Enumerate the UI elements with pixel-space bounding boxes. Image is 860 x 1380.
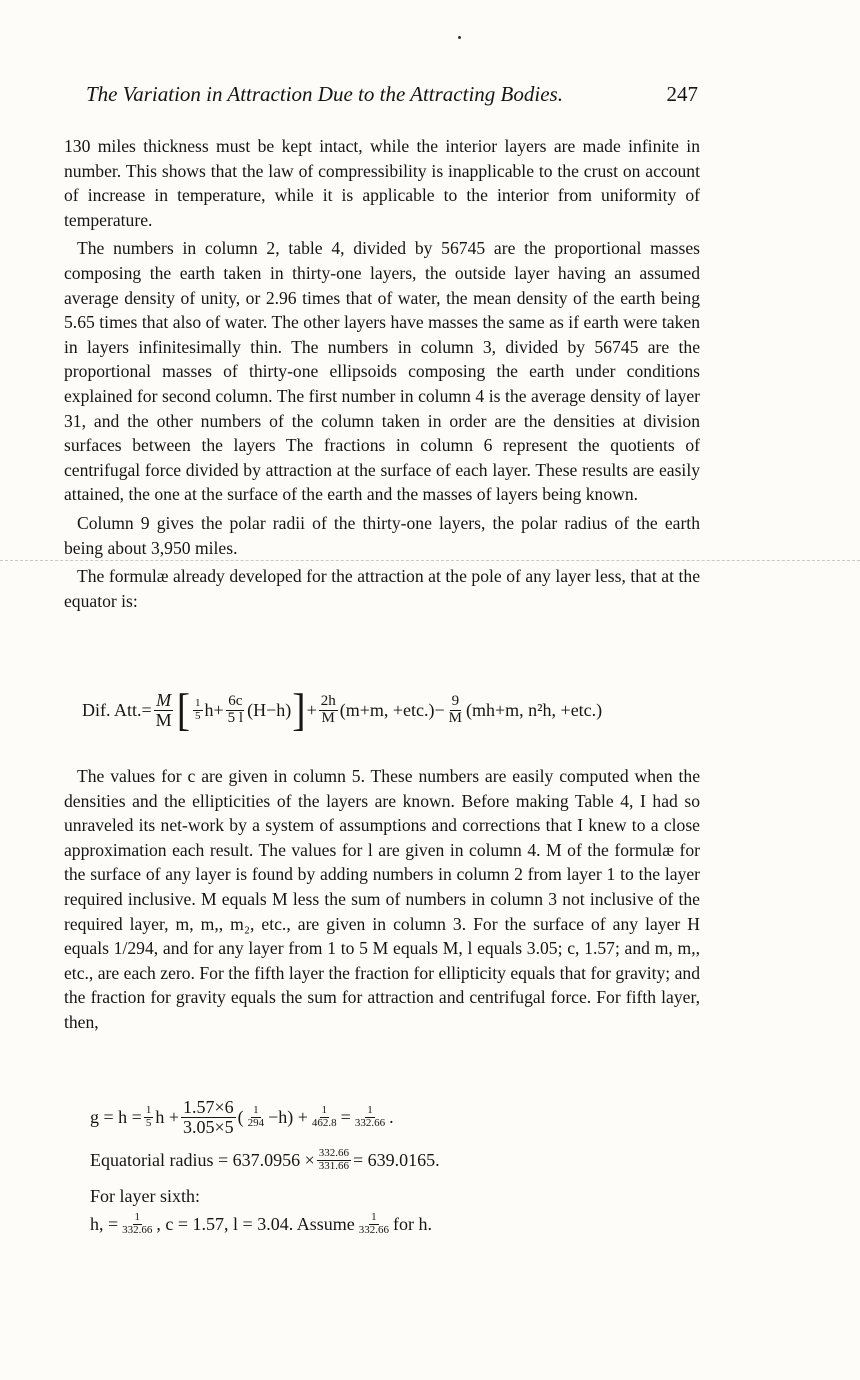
equatorial-radius-line xyxy=(90,1148,440,1172)
numerator: 1 xyxy=(253,1104,259,1117)
formula-H-minus-h: (H−h) xyxy=(247,699,292,720)
formula-lead: Dif. Att. xyxy=(82,699,142,720)
fraction-1-33266 xyxy=(120,1212,154,1236)
last-mid: , c = 1.57, l = 3.04. Assume xyxy=(156,1213,355,1234)
formula-eq: = xyxy=(141,699,152,720)
layer-sixth-line: For layer sixth: xyxy=(90,1186,200,1206)
denominator: 294 xyxy=(247,1116,265,1129)
denominator: 3.05×5 xyxy=(182,1116,234,1137)
formula-m-sum: (m+m, +etc.)− xyxy=(339,699,445,720)
last-tail: for h. xyxy=(392,1213,432,1234)
paragraph: 130 miles thickness must be kept intact, while the interior layers are made infinite in number. This shows that the law of compressibility is inapplicable to the crust on account of increase in temperature, while it is applicable to the interior from uniformity of temperature. xyxy=(64,136,700,230)
body-text-upper xyxy=(64,134,700,617)
numerator: 1 xyxy=(367,1104,373,1117)
equatorial-tail: = 639.0165. xyxy=(353,1149,440,1170)
fraction-1-33266-b xyxy=(357,1212,391,1236)
fraction-M-M xyxy=(154,691,174,730)
paragraph: Column 9 gives the polar radii of the thirty-one layers, the polar radius of the earth being about 3,950 miles. xyxy=(64,512,700,558)
running-title: The Variation in Attraction Due to the Attracting Bodies. xyxy=(86,82,563,106)
equatorial-lead: Equatorial radius = 637.0956 × xyxy=(90,1149,315,1170)
fraction-one-fifth xyxy=(144,1105,154,1129)
formula-close: −h) + xyxy=(268,1106,308,1127)
numerator: 1 xyxy=(134,1211,141,1223)
denominator: 332.66 xyxy=(122,1223,153,1236)
denominator: M xyxy=(155,709,172,730)
formula-dif-att xyxy=(82,683,603,736)
paragraph: The formulæ already developed for the attraction at the pole of any layer less, that at the equator is: xyxy=(64,566,700,611)
numerator: 6c xyxy=(228,692,243,709)
formula-g-h xyxy=(90,1098,394,1137)
body-text-lower xyxy=(64,764,700,1039)
fraction-6c-5l xyxy=(226,694,245,727)
page-number: 247 xyxy=(666,82,698,106)
fraction-9-M xyxy=(447,694,464,727)
denominator: M xyxy=(448,709,462,726)
denominator: 331.66 xyxy=(318,1159,350,1172)
last-lead: h, = xyxy=(90,1213,119,1234)
numerator: 1 xyxy=(371,1211,377,1223)
numerator: 2h xyxy=(320,692,336,709)
close-bracket: ] xyxy=(292,683,306,736)
formula-plus-2: + xyxy=(306,699,317,720)
fraction-1-4628 xyxy=(310,1105,339,1129)
formula-dot: . xyxy=(389,1106,394,1127)
formula-plus: + xyxy=(213,699,224,720)
fraction-157x6 xyxy=(181,1098,236,1137)
paragraph: The values for c are given in column 5. These numbers are easily computed when the densities and the ellipticities of the layers are known. Before making Table 4, I had so unraveled its net-work by a system of assumptions and corrections that I knew to a close approximation each result. The values for l are given in column 4. M of the formulæ for the surface of any layer is found by adding numbers in column 2 from layer 1 to the layer required inclusive. M equals M less the sum of numbers in column 3 not inclusive of the required layer, m, m,, m₂, etc., are given in column 3. For the surface of any layer H equals 1/294, and for any layer from 1 to 5 M equals M, l equals 3.05; c, 1.57; and m, m,, etc., are each zero. For the fifth layer the fraction for ellipticity equals that for gravity; and the fraction for gravity equals the sum for attraction and centrifugal force. For fifth layer, then, xyxy=(64,766,700,1032)
numerator: 1.57×6 xyxy=(182,1097,234,1117)
fraction-1-294 xyxy=(246,1105,267,1129)
denominator: 5 xyxy=(195,709,201,722)
numerator: 1 xyxy=(321,1104,328,1117)
open-bracket: [ xyxy=(176,683,191,736)
numerator: 1 xyxy=(145,1104,152,1117)
fraction-2h-M xyxy=(319,694,338,727)
fraction-332-331 xyxy=(317,1148,351,1172)
ink-speck xyxy=(458,36,461,39)
numerator: 1 xyxy=(195,696,201,709)
numerator: 332.66 xyxy=(318,1147,350,1159)
last-line xyxy=(90,1212,432,1236)
formula-h: h xyxy=(204,699,214,720)
running-header xyxy=(86,82,698,107)
formula-eq: = xyxy=(340,1106,351,1127)
fraction-one-fifth xyxy=(193,698,203,722)
formula-lead: g = h = xyxy=(90,1106,142,1127)
denominator: 5 xyxy=(145,1116,152,1129)
denominator: 332.66 xyxy=(358,1223,389,1236)
fraction-1-33266 xyxy=(353,1105,387,1129)
formula-tail: (mh+m, n²h, +etc.) xyxy=(466,699,603,720)
denominator: M xyxy=(321,709,335,726)
numerator: 9 xyxy=(451,692,460,709)
denominator: 332.66 xyxy=(354,1116,386,1129)
numerator: M xyxy=(156,689,172,710)
formula-h: h + xyxy=(155,1106,179,1127)
fold-line xyxy=(0,560,860,561)
denominator: 5 l xyxy=(227,709,244,726)
denominator: 462.8 xyxy=(311,1116,337,1129)
paragraph: The numbers in column 2, table 4, divided by 56745 are the proportional masses composing the earth taken in thirty-one layers, the outside layer having an assumed average density of unity, or 2.96 times that of water, the mean density of the earth being 5.65 times that also of water. The other layers have masses the same as if earth were taken in layers infinitesimally thin. The numbers in column 3, divided by 56745 are the proportional masses of thirty-one ellipsoids composing the earth under conditions explained for second column. The first number in column 4 is the average density of layer 31, and the other numbers of the column taken in order are the densities at division surfaces between the layers The fractions in column 6 represent the quotients of centrifugal force divided by attraction at the surface of each layer. These results are easily attained, the one at the surface of the earth and the masses of layers being known. xyxy=(64,238,700,505)
formula-open-paren: ( xyxy=(237,1106,244,1127)
